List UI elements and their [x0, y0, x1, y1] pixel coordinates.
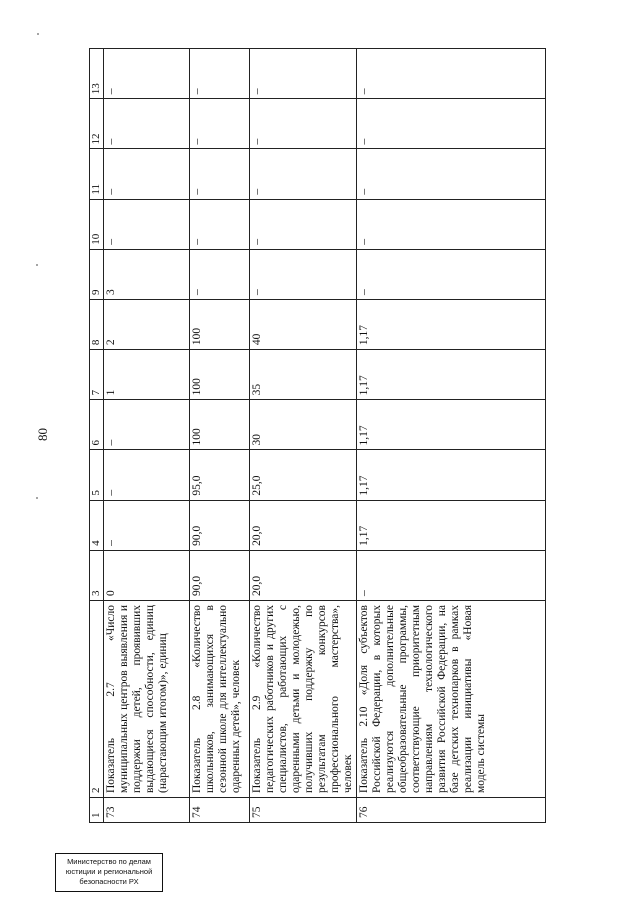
value-cell: –: [250, 199, 357, 249]
value-cell: 1,17: [357, 350, 546, 400]
column-header: 6: [90, 400, 104, 450]
value-cell: 2: [104, 299, 190, 349]
table-row: [357, 49, 546, 823]
column-header: 8: [90, 299, 104, 349]
value-cell: –: [190, 149, 250, 199]
value-cell: –: [250, 249, 357, 299]
scan-speck: [36, 497, 38, 499]
column-header: 4: [90, 500, 104, 550]
value-cell: –: [357, 249, 546, 299]
indicators-table: [89, 48, 546, 823]
ministry-stamp: [55, 853, 163, 892]
value-cell: 35: [250, 350, 357, 400]
column-header: 3: [90, 550, 104, 600]
value-cell: –: [190, 49, 250, 99]
value-cell: 0: [104, 550, 190, 600]
value-cell: –: [104, 49, 190, 99]
rotated-table-container: [89, 48, 631, 823]
column-header: 9: [90, 249, 104, 299]
value-cell: 1,17: [357, 450, 546, 500]
column-header: 13: [90, 49, 104, 99]
row-number: 74: [190, 798, 250, 823]
value-cell: 95,0: [190, 450, 250, 500]
value-cell: 100: [190, 299, 250, 349]
page-number: 80: [35, 428, 50, 441]
value-cell: –: [104, 99, 190, 149]
value-cell: 30: [250, 400, 357, 450]
row-number: 73: [104, 798, 190, 823]
value-cell: 100: [190, 400, 250, 450]
value-cell: 3: [104, 249, 190, 299]
table-row: [250, 49, 357, 823]
column-header: 7: [90, 350, 104, 400]
value-cell: –: [190, 99, 250, 149]
value-cell: 1,17: [357, 299, 546, 349]
scan-speck: [37, 33, 39, 35]
value-cell: –: [190, 249, 250, 299]
value-cell: –: [250, 49, 357, 99]
value-cell: 40: [250, 299, 357, 349]
table-row: [190, 49, 250, 823]
value-cell: –: [357, 149, 546, 199]
column-header: 11: [90, 149, 104, 199]
value-cell: –: [250, 149, 357, 199]
column-number-row: [90, 49, 104, 823]
column-header: 5: [90, 450, 104, 500]
value-cell: –: [357, 49, 546, 99]
value-cell: 1,17: [357, 400, 546, 450]
indicator-description: Показатель 2.9 «Количество педагогических работников и других специалистов, работающих с одаренными детьми и молодежью, получивших поддержку по результатам конкурсов профессионального мастерства», человек: [250, 601, 357, 798]
row-number: 75: [250, 798, 357, 823]
value-cell: –: [104, 450, 190, 500]
table-row: [104, 49, 190, 823]
indicator-description: Показатель 2.7 «Число муниципальных центров выявления и поддержки детей, проявивших выдающиеся способности, единиц (нарастающим итогом)», единиц: [104, 601, 190, 798]
value-cell: 1: [104, 350, 190, 400]
scan-speck: [36, 264, 38, 266]
value-cell: 90,0: [190, 500, 250, 550]
row-number: 76: [357, 798, 546, 823]
value-cell: 20,0: [250, 550, 357, 600]
value-cell: 100: [190, 350, 250, 400]
column-header: 1: [90, 798, 104, 823]
stamp-line: безопасности РХ: [79, 877, 139, 886]
value-cell: –: [357, 550, 546, 600]
column-header: 12: [90, 99, 104, 149]
value-cell: –: [250, 99, 357, 149]
column-header: 2: [90, 601, 104, 798]
value-cell: –: [190, 199, 250, 249]
stamp-line: Министерство по делам: [67, 857, 151, 866]
value-cell: 90,0: [190, 550, 250, 600]
value-cell: –: [104, 199, 190, 249]
value-cell: –: [357, 199, 546, 249]
value-cell: –: [104, 400, 190, 450]
value-cell: –: [104, 149, 190, 199]
value-cell: 20,0: [250, 500, 357, 550]
column-header: 10: [90, 199, 104, 249]
indicator-description: Показатель 2.10 «Доля субъектов Российской Федерации, в которых реализуются дополнительные общеобразовательные программы, соответствующие приоритетным направлениям технологического развития Российской Федерации, на базе детских технопарков в рамках реализации инициативы «Новая модель системы: [357, 601, 546, 798]
indicator-description: Показатель 2.8 «Количество школьников, занимающихся в сезонной школе для интеллектуально одаренных детей», человек: [190, 601, 250, 798]
stamp-line: юстиции и региональной: [65, 867, 153, 876]
value-cell: –: [104, 500, 190, 550]
value-cell: 1,17: [357, 500, 546, 550]
value-cell: –: [357, 99, 546, 149]
value-cell: 25,0: [250, 450, 357, 500]
